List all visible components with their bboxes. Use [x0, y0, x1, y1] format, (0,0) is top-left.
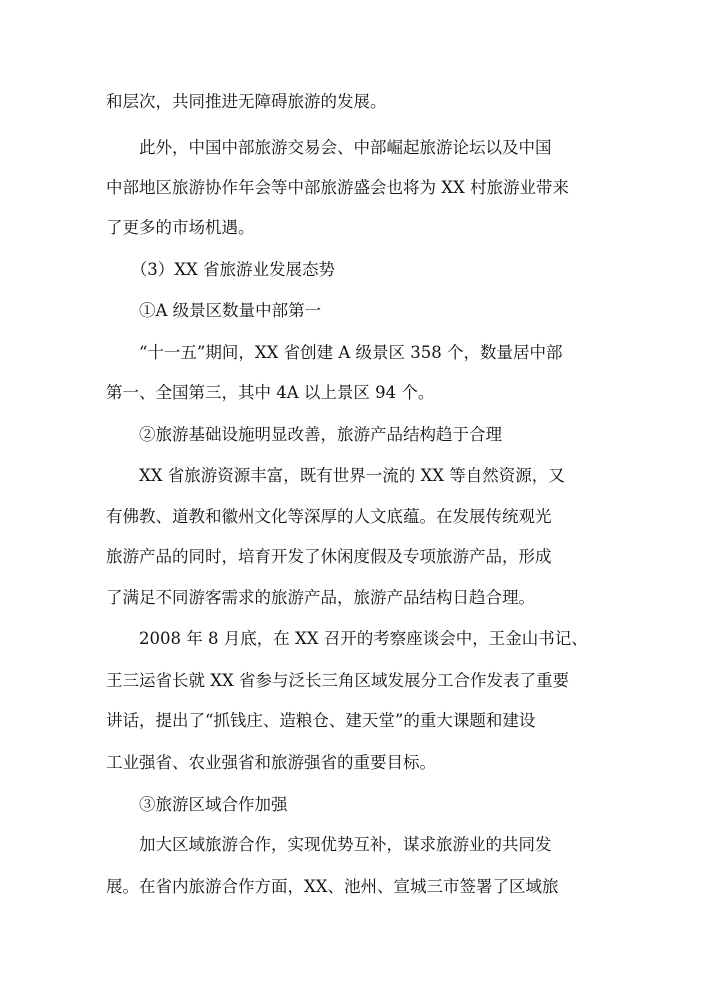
text-line: 旅游产品的同时，培育开发了休闲度假及专项旅游产品，形成	[106, 547, 552, 566]
text-line: 中部地区旅游协作年会等中部旅游盛会也将为 XX 村旅游业带来	[106, 178, 569, 197]
text-line: 工业强省、农业强省和旅游强省的重要目标。	[106, 753, 436, 772]
text-line: 有佛教、道教和徽州文化等深厚的人文底蕴。在发展传统观光	[106, 507, 552, 526]
text-line: 了满足不同游客需求的旅游产品，旅游产品结构日趋合理。	[106, 588, 535, 607]
text-line: 此外，中国中部旅游交易会、中部崛起旅游论坛以及中国	[106, 138, 552, 157]
text-line: 讲话，提出了“抓钱庄、造粮仓、建天堂”的重大课题和建设	[106, 711, 536, 730]
subsection-heading: ③旅游区域合作加强	[106, 795, 288, 814]
subsection-heading: ①A 级景区数量中部第一	[106, 301, 322, 320]
text-line: 加大区域旅游合作，实现优势互补，谋求旅游业的共同发	[106, 835, 552, 854]
text-line: XX 省旅游资源丰富，既有世界一流的 XX 等自然资源，又	[106, 466, 565, 485]
text-line: 第一、全国第三，其中 4A 以上景区 94 个。	[106, 383, 435, 402]
section-heading: （3）XX 省旅游业发展态势	[106, 260, 335, 279]
text-line: 王三运省长就 XX 省参与泛长三角区域发展分工合作发表了重要	[106, 671, 569, 690]
text-line: 展。在省内旅游合作方面，XX、池州、宣城三市签署了区域旅	[106, 877, 559, 896]
text-line: 2008 年 8 月底，在 XX 召开的考察座谈会中，王金山书记、	[106, 629, 588, 648]
text-line: 和层次，共同推进无障碍旅游的发展。	[106, 92, 387, 111]
text-line: “十一五”期间，XX 省创建 A 级景区 358 个，数量居中部	[106, 343, 563, 362]
text-line: 了更多的市场机遇。	[106, 218, 255, 237]
subsection-heading: ②旅游基础设施明显改善，旅游产品结构趋于合理	[106, 425, 502, 444]
